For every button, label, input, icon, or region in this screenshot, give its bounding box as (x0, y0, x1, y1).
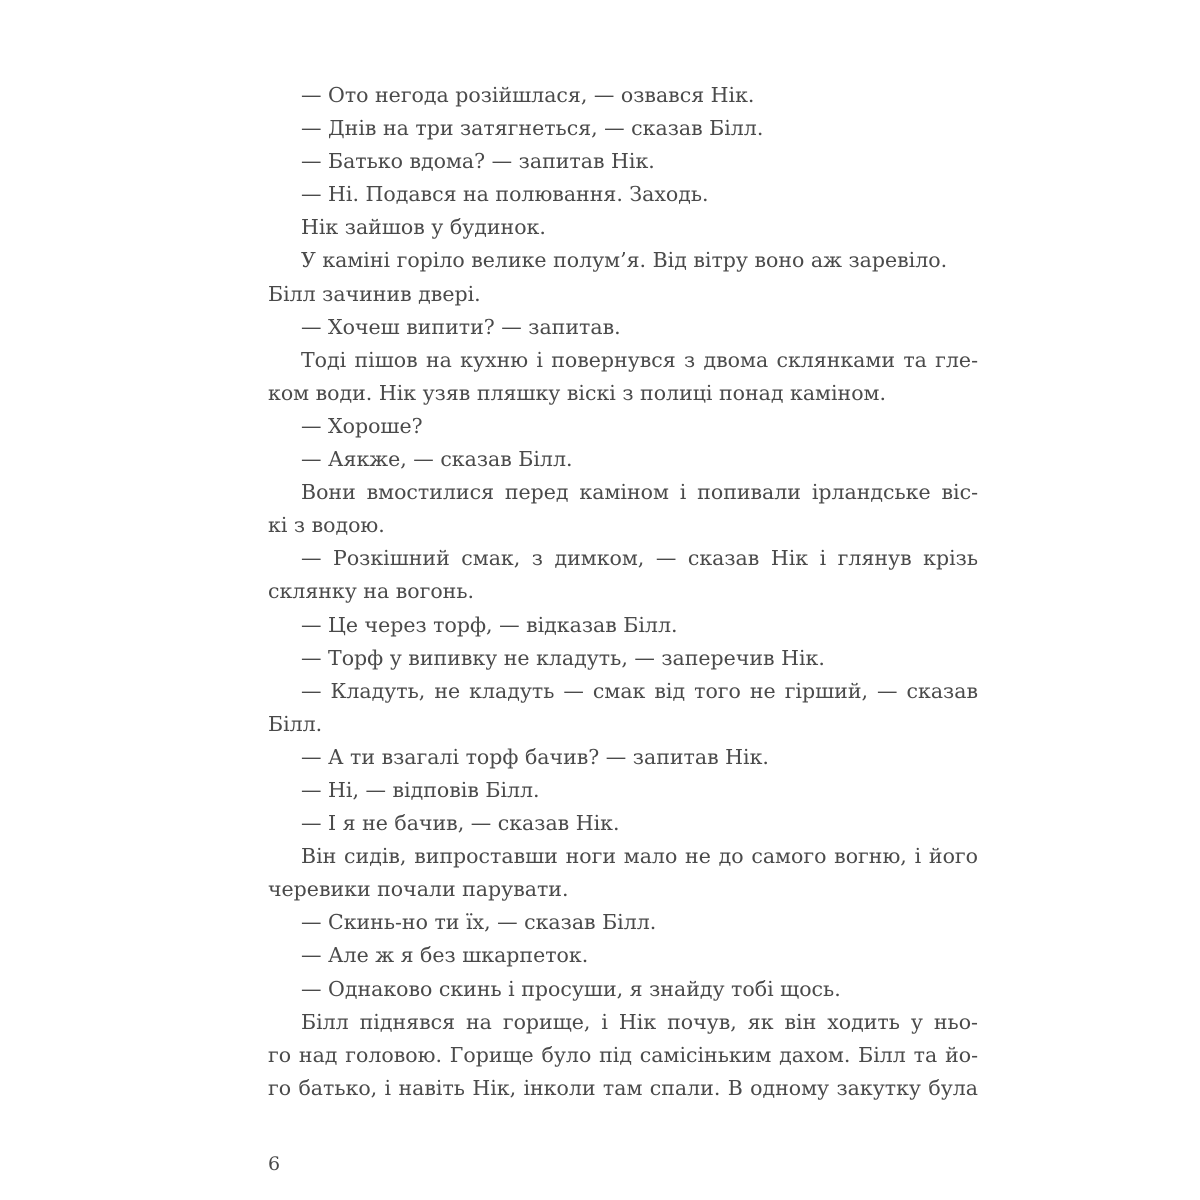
text-line: — Розкішний смак, з димком, — сказав Нік і глянув крізь (301, 546, 978, 571)
text-line: Тоді пішов на кухню і повернувся з двома склянками та гле- (301, 347, 978, 372)
text-line: — Однаково скинь і просуши, я знайду тобі щось. (301, 976, 841, 1001)
text-line: го над головою. Горище було під самісіньким дахом. Білл та йо- (268, 1042, 978, 1067)
text-line: — Хочеш випити? — запитав. (301, 314, 621, 339)
text-line: го батько, і навіть Нік, інколи там спали. В одному закутку була (268, 1075, 978, 1100)
text-line: — Ото негода розійшлася, — озвався Нік. (301, 83, 755, 107)
text-line: — Днів на три затягнеться, — сказав Білл. (301, 116, 764, 141)
page-number: 6 (268, 1153, 281, 1175)
body-text (268, 79, 978, 1105)
text-line: черевики почали парувати. (268, 877, 569, 902)
text-line: — Але ж я без шкарпеток. (301, 943, 589, 968)
text-line: — Кладуть, не кладуть — смак від того не гірший, — сказав (301, 678, 978, 703)
text-line: — Скинь-но ти їх, — сказав Білл. (301, 910, 657, 935)
text-line: Білл зачинив двері. (268, 281, 481, 306)
text-line: — Ні, — відповів Білл. (301, 777, 540, 802)
text-line: — Батько вдома? — запитав Нік. (301, 149, 655, 174)
text-line: — Торф у випивку не кладуть, — заперечив Нік. (301, 645, 825, 670)
text-line: склянку на вогонь. (268, 579, 475, 604)
text-line: Білл піднявся на горище, і Нік почув, як він ходить у ньо- (301, 1009, 978, 1034)
text-line: — Ні. Подався на полювання. Заходь. (301, 182, 709, 207)
text-line: Нік зайшов у будинок. (301, 215, 546, 240)
text-line: Вони вмостилися перед каміном і попивали ірландське віс- (301, 480, 978, 505)
text-line: Білл. (268, 711, 323, 736)
text-line: — Хороше? (301, 413, 423, 438)
text-line: Він сидів, випроставши ноги мало не до самого вогню, і його (301, 844, 978, 869)
text-line: — А ти взагалі торф бачив? — запитав Нік. (301, 744, 769, 769)
text-line: — І я не бачив, — сказав Нік. (301, 811, 620, 836)
text-line: У каміні горіло велике полум’я. Від вітру воно аж заревіло. (301, 248, 948, 273)
text-line: — Аякже, — сказав Білл. (301, 447, 573, 472)
text-line: ком води. Нік узяв пляшку віскі з полиці понад каміном. (268, 380, 887, 405)
text-line: — Це через торф, — відказав Білл. (301, 612, 678, 637)
text-line: кі з водою. (268, 513, 385, 538)
